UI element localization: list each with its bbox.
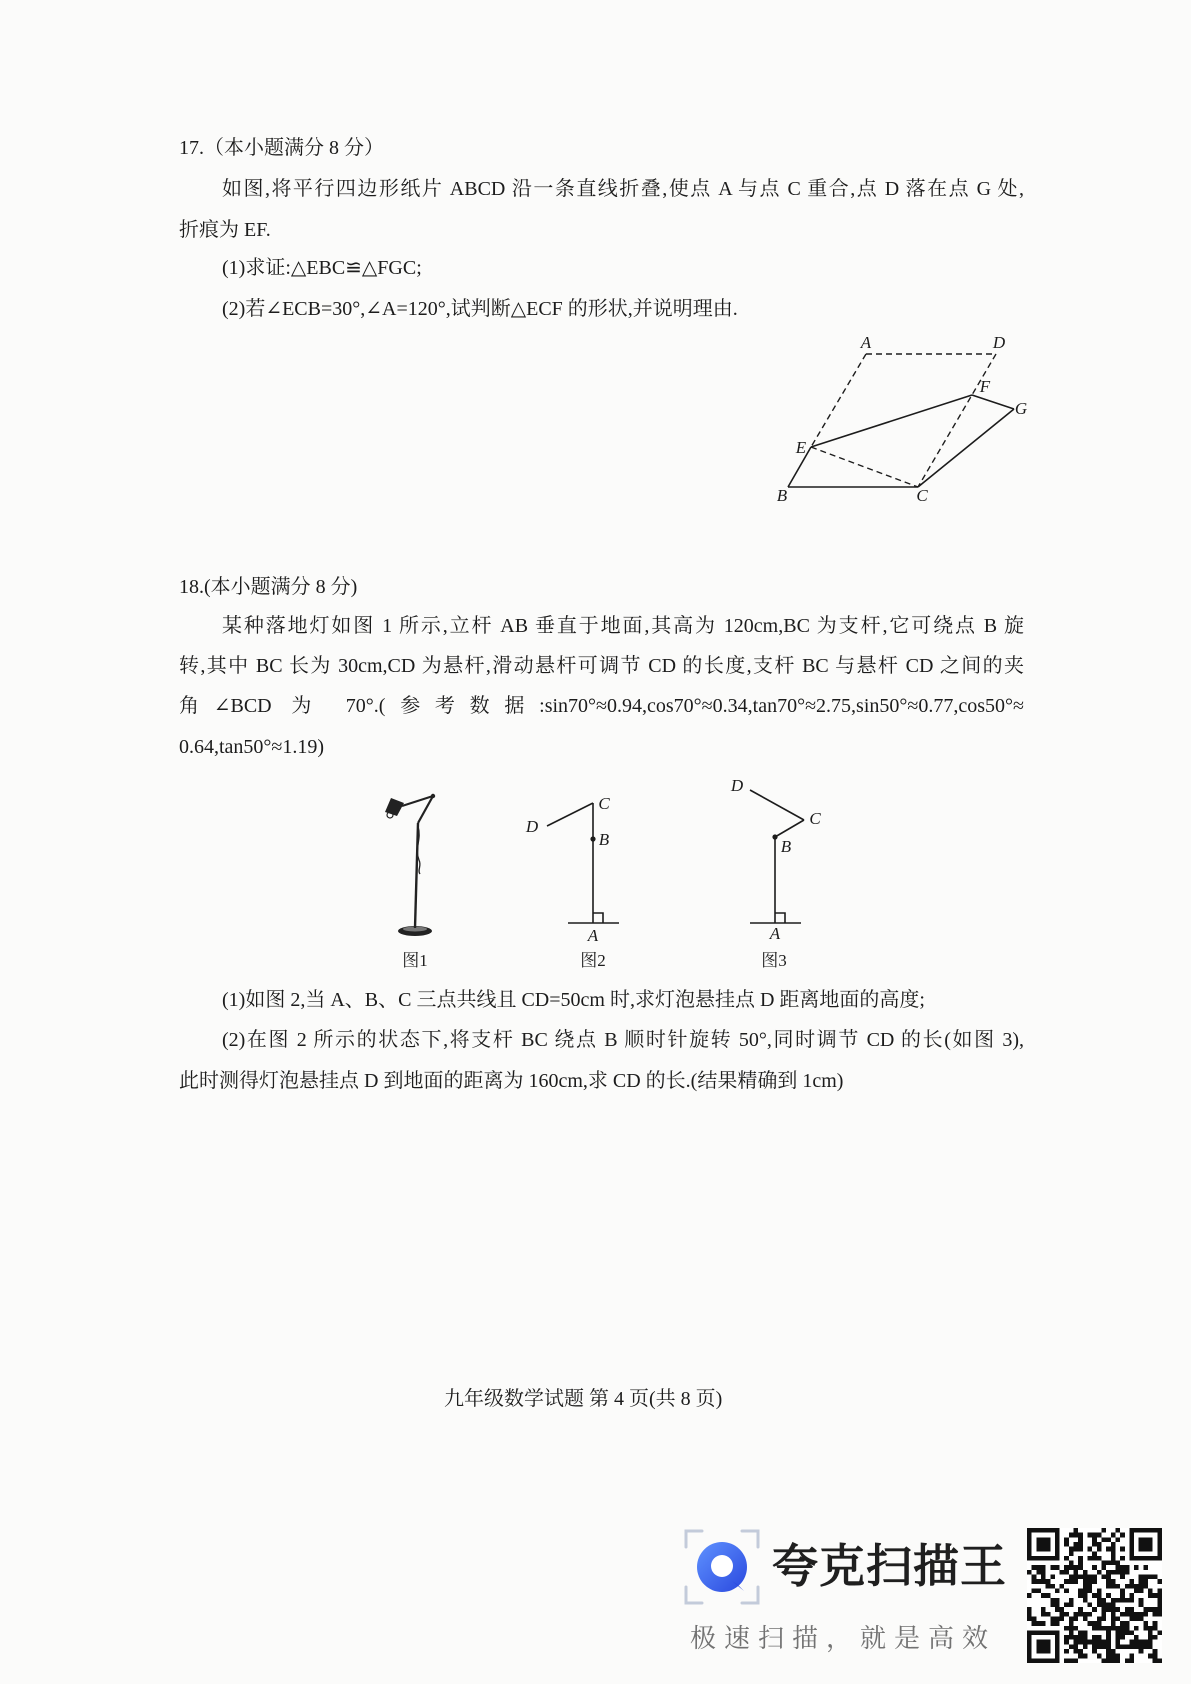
edge-dc-dashed bbox=[918, 354, 996, 487]
problem17-header: 17.（本小题满分 8 分） bbox=[179, 137, 384, 159]
label-c: C bbox=[916, 486, 928, 505]
fig3-label-b: B bbox=[780, 837, 792, 856]
qr-code-icon bbox=[1027, 1528, 1162, 1663]
edge-gc bbox=[918, 409, 1014, 487]
fig3-point-b bbox=[772, 834, 777, 839]
figure-3 bbox=[730, 776, 821, 970]
fig2-label-d: D bbox=[525, 817, 539, 836]
logo-inner-hole bbox=[711, 1555, 733, 1577]
fig3-label-c: C bbox=[809, 809, 821, 828]
label-a: A bbox=[860, 333, 872, 352]
fig2-label-b: B bbox=[598, 830, 610, 849]
page-footer: 九年级数学试题 第 4 页(共 8 页) bbox=[444, 1388, 723, 1410]
fig3-label-d: D bbox=[730, 776, 744, 795]
problem18-question-2: (2)在图 2 所示的状态下,将支杆 BC 绕点 B 顺时针旋转 50°,同时调节 CD 的长(如图 3), bbox=[222, 1029, 1024, 1051]
label-e: E bbox=[795, 438, 807, 457]
edge-ec-dashed bbox=[811, 447, 918, 487]
figure-2 bbox=[525, 794, 619, 970]
watermark-brand: 夸克扫描王 bbox=[772, 1539, 1007, 1593]
fig3-label-a: A bbox=[769, 924, 781, 943]
fig3-hanger-cd bbox=[750, 790, 804, 820]
fig3-support-bc bbox=[775, 820, 804, 837]
label-b: B bbox=[776, 486, 788, 505]
problem18-lamp-figures bbox=[360, 760, 840, 975]
problem18-question-1: (1)如图 2,当 A、B、C 三点共线且 CD=50cm 时,求灯泡悬挂点 D 距离地面的高度; bbox=[222, 989, 925, 1011]
watermark-slogan: 极速扫描，就是高效 bbox=[690, 1624, 997, 1654]
figure-1-caption: 图1 bbox=[402, 951, 428, 970]
label-d: D bbox=[992, 333, 1006, 352]
figure-3-caption: 图3 bbox=[761, 951, 787, 970]
fig2-hanger-cd bbox=[547, 803, 593, 826]
problem18-text-line: 0.64,tan50°≈1.19) bbox=[179, 736, 325, 758]
figure-2-caption: 图2 bbox=[580, 951, 606, 970]
fold-line-ef bbox=[811, 395, 972, 447]
lamp-pole bbox=[415, 823, 418, 928]
fig2-label-c: C bbox=[598, 794, 610, 813]
label-f: F bbox=[979, 377, 991, 396]
problem18-text-line: 角∠BCD 为 70°.(参考数据:sin70°≈0.94,cos70°≈0.34,tan70°≈2.75,sin50°≈0.77,cos50°≈ bbox=[179, 695, 1024, 717]
figure-1-lamp bbox=[385, 794, 435, 970]
problem17-text-line: 如图,将平行四边形纸片 ABCD 沿一条直线折叠,使点 A 与点 C 重合,点 D 落在点 G 处, bbox=[222, 178, 1024, 200]
problem18-header: 18.(本小题满分 8 分) bbox=[179, 576, 358, 598]
fig2-label-a: A bbox=[587, 926, 599, 945]
problem17-question-2: (2)若∠ECB=30°,∠A=120°,试判断△ECF 的形状,并说明理由. bbox=[222, 298, 738, 320]
edge-fg bbox=[972, 395, 1014, 409]
fig2-right-angle-mark bbox=[593, 913, 603, 923]
problem18-text-line: 某种落地灯如图 1 所示,立杆 AB 垂直于地面,其高为 120cm,BC 为支杆,它可绕点 B 旋 bbox=[222, 615, 1024, 637]
label-g: G bbox=[1014, 399, 1028, 418]
problem17-parallelogram-figure bbox=[770, 330, 1040, 510]
problem17-question-1: (1)求证:△EBC≌△FGC; bbox=[222, 257, 422, 279]
problem18-question-2-cont: 此时测得灯泡悬挂点 D 到地面的距离为 160cm,求 CD 的长.(结果精确到 1cm) bbox=[179, 1070, 844, 1092]
edge-ae-dashed bbox=[811, 354, 866, 447]
quark-logo-icon bbox=[680, 1525, 764, 1609]
fig2-point-b bbox=[590, 836, 595, 841]
lamp-joint bbox=[431, 794, 435, 798]
fig3-right-angle-mark bbox=[775, 913, 785, 923]
problem17-text-line: 折痕为 EF. bbox=[179, 219, 271, 241]
problem18-text-line: 转,其中 BC 长为 30cm,CD 为悬杆,滑动悬杆可调节 CD 的长度,支杆 BC 与悬杆 CD 之间的夹 bbox=[179, 655, 1024, 677]
